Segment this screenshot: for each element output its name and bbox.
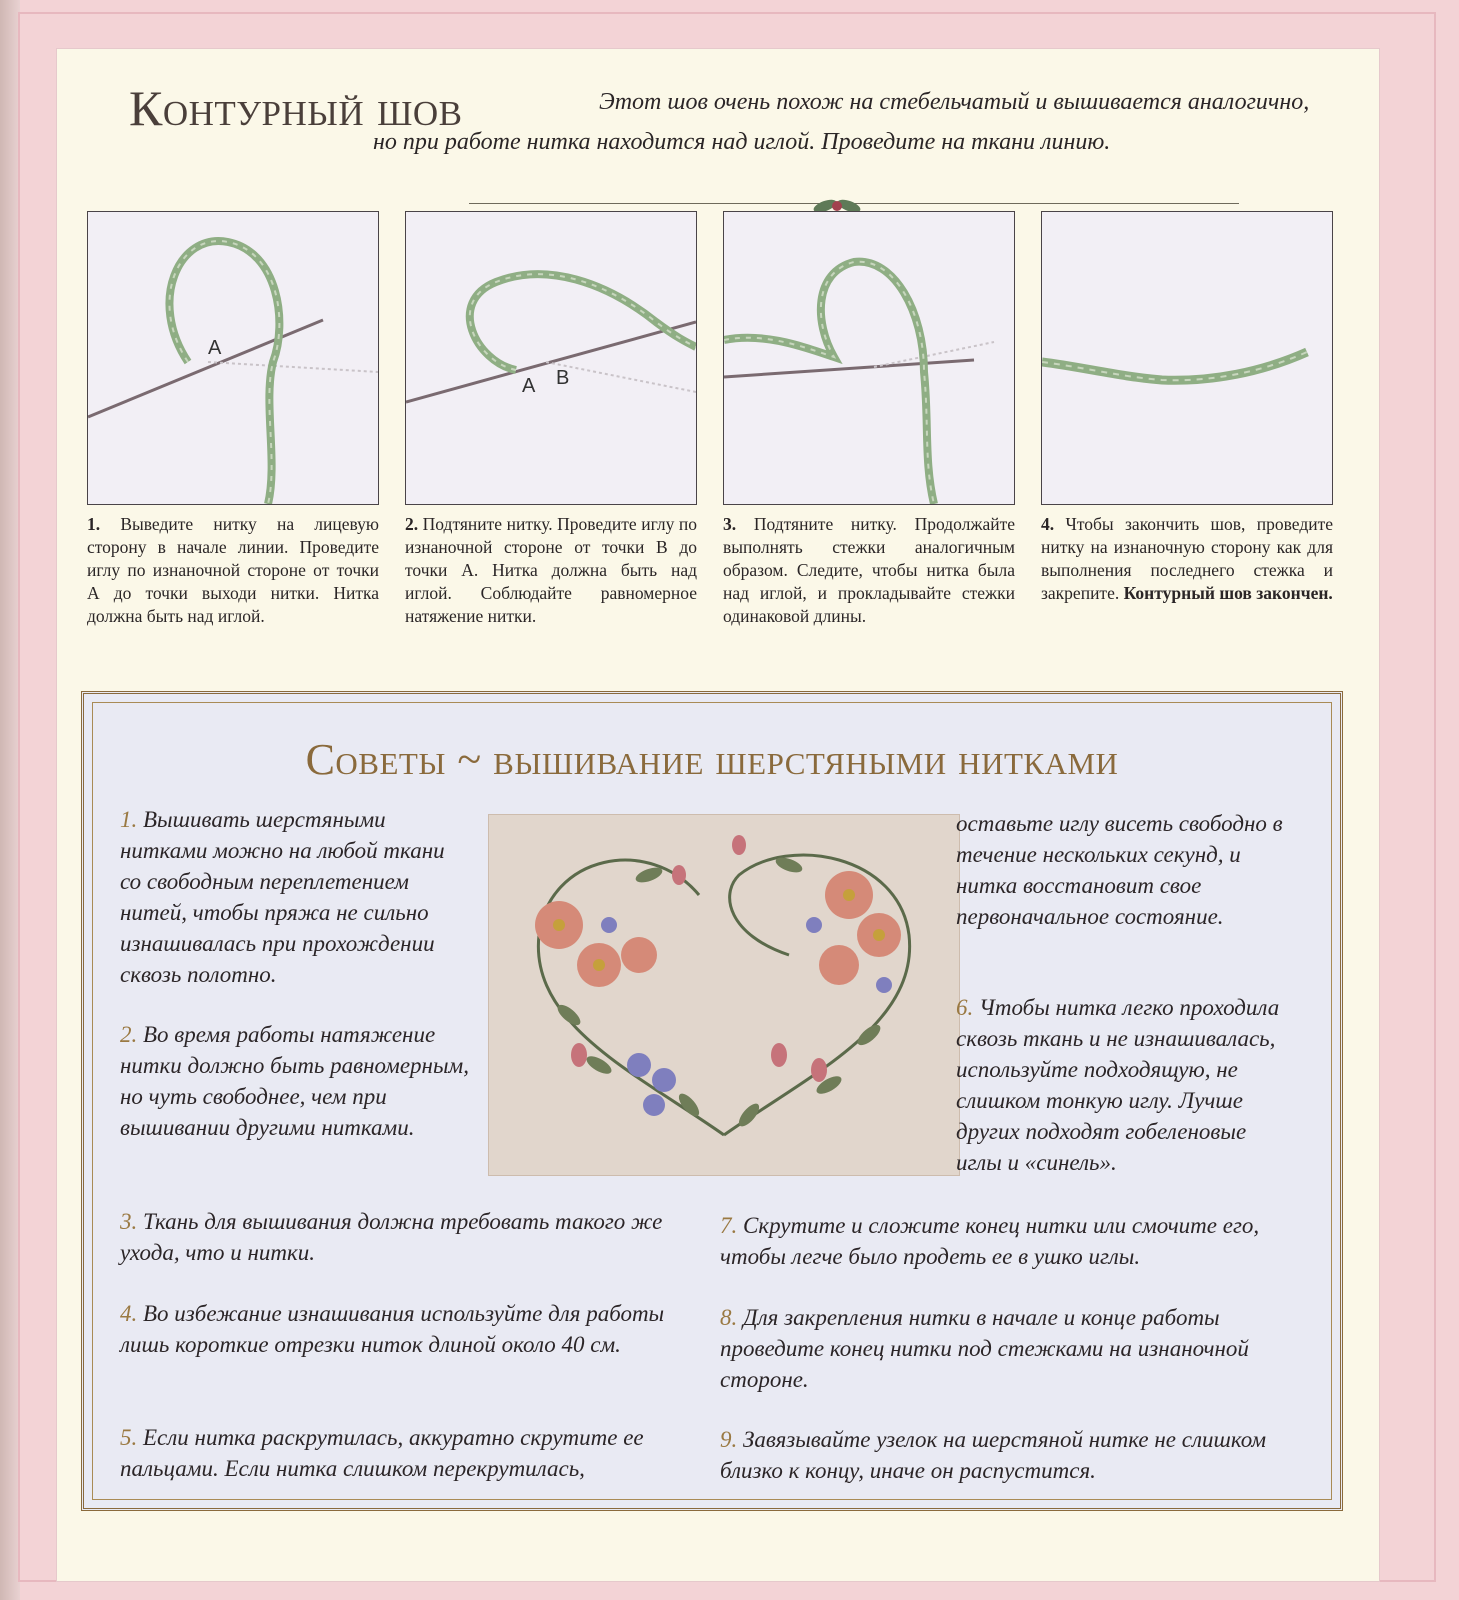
tip-2-number: 2. — [120, 1022, 138, 1047]
tip-5-continued — [956, 808, 1296, 932]
step-1-number: 1. — [87, 514, 101, 534]
tip-4 — [120, 1298, 700, 1360]
page-binding — [0, 0, 20, 1600]
step-3 — [723, 211, 1015, 628]
step-4 — [1041, 211, 1333, 605]
step-4-conclusion: Контурный шов закончен. — [1123, 583, 1333, 603]
step-3-illustration — [724, 212, 1014, 504]
intro-line-1: Этот шов очень похож на стебельчатый и вышивается аналогично, — [599, 89, 1310, 115]
step-4-text — [1041, 513, 1333, 605]
step-2-illustration — [406, 212, 696, 504]
tip-5-text: Если нитка раскрутилась, аккуратно скрутите ее пальцами. Если нитка слишком перекрутилась, — [120, 1425, 644, 1481]
tip-1-text: Вышивать шерстяными нитками можно на любой ткани со свободным переплетением нитей, чтобы пряжа не сильно изнашивалась при прохождении сквозь полотно. — [120, 807, 445, 987]
tip-6-number: 6. — [956, 995, 974, 1020]
intro-line-2: но при работе нитка находится над иглой. Проведите на ткани линию. — [373, 129, 1111, 155]
tip-4-text: Во избежание изнашивания используйте для работы лишь короткие отрезки ниток длиной около 40 см. — [120, 1301, 665, 1357]
tip-3-number: 3. — [120, 1209, 138, 1234]
step-2-description: Подтяните нитку. Проведите иглу по изнаночной стороне от точки В до точки А. Нитка должна быть над иглой. Соблюдайте равномерное натяжение нитки. — [405, 514, 697, 626]
step-4-number: 4. — [1041, 514, 1055, 534]
tip-3 — [120, 1206, 680, 1268]
tip-7-number: 7. — [720, 1213, 738, 1238]
step-4-illustration — [1042, 212, 1332, 504]
tip-2 — [120, 1019, 470, 1143]
tip-1 — [120, 804, 470, 990]
step-3-description: Подтяните нитку. Продолжайте выполнять стежки аналогичным образом. Следите, чтобы нитка была над иглой, и прокладывайте стежки одинаковой длины. — [723, 514, 1016, 626]
step-3-number: 3. — [723, 514, 737, 534]
steps-row — [87, 211, 1347, 651]
step-2-text — [405, 513, 697, 628]
tip-9 — [720, 1424, 1290, 1486]
tip-6 — [956, 992, 1296, 1178]
point-a-label: A — [208, 337, 222, 359]
point-a-label: A — [522, 375, 536, 397]
floral-heart-illustration — [489, 815, 959, 1175]
step-1-illustration — [88, 212, 378, 504]
tips-title: Советы ~ вышивание шерстяными нитками — [305, 735, 1119, 784]
tip-7-text: Скрутите и сложите конец нитки или смочите его, чтобы легче было продеть ее в ушко иглы. — [720, 1213, 1260, 1269]
page-title: Контурный шов — [129, 80, 463, 136]
point-b-label: B — [556, 367, 570, 389]
tip-5-number: 5. — [120, 1425, 138, 1450]
tip-8 — [720, 1302, 1290, 1395]
magazine-page — [56, 48, 1380, 1582]
step-1-text — [87, 513, 379, 628]
tip-6-text: Чтобы нитка легко проходила сквозь ткань и не изнашивалась, используйте подходящую, не слишком тонкую иглу. Лучше других подходят гобеленовые иглы и «синель». — [956, 995, 1280, 1175]
step-2-number: 2. — [405, 514, 419, 534]
tips-box — [81, 691, 1343, 1511]
tip-1-number: 1. — [120, 807, 138, 832]
tip-4-number: 4. — [120, 1301, 138, 1326]
step-1 — [87, 211, 379, 628]
tip-7 — [720, 1210, 1290, 1272]
tip-8-number: 8. — [720, 1305, 738, 1330]
step-3-photo — [723, 211, 1015, 505]
embroidery-heart-image — [488, 814, 960, 1176]
step-4-description: Чтобы закончить шов, проведите нитку на изнаночную сторону как для выполнения последнего стежка и закрепите. — [1041, 514, 1334, 603]
step-2-photo — [405, 211, 697, 505]
step-4-photo — [1041, 211, 1333, 505]
header — [129, 73, 1369, 223]
tip-5-continued-text: оставьте иглу висеть свободно в течение нескольких секунд, и нитка восстановит свое первоначальное состояние. — [956, 811, 1283, 929]
step-1-photo — [87, 211, 379, 505]
step-2 — [405, 211, 697, 628]
tip-9-number: 9. — [720, 1427, 738, 1452]
step-1-description: Выведите нитку на лицевую сторону в начале линии. Проведите иглу по изнаночной стороне от точки А до точки выходи нитки. Нитка должна быть над иглой. — [87, 514, 380, 626]
step-3-text — [723, 513, 1015, 628]
tip-9-text: Завязывайте узелок на шерстяной нитке не слишком близко к концу, иначе он распустится. — [720, 1427, 1267, 1483]
tip-3-text: Ткань для вышивания должна требовать такого же ухода, что и нитки. — [120, 1209, 663, 1265]
tip-2-text: Во время работы натяжение нитки должно быть равномерным, но чуть свободнее, чем при вышивании другими нитками. — [120, 1022, 469, 1140]
tip-5 — [120, 1422, 680, 1484]
tip-8-text: Для закрепления нитки в начале и конце работы проведите конец нитки под стежками на изнаночной стороне. — [720, 1305, 1249, 1392]
